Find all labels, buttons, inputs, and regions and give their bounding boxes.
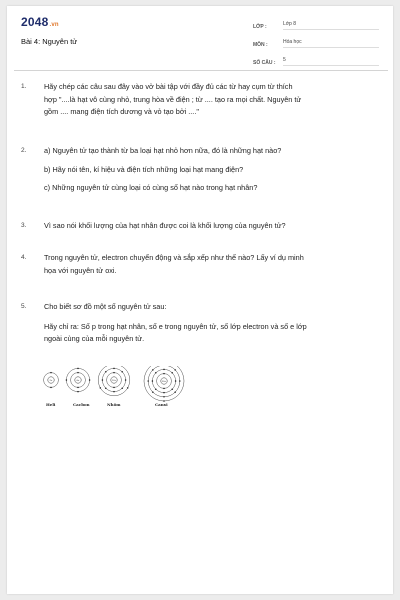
atom-electron	[155, 388, 157, 390]
question-number: 5.	[21, 303, 27, 310]
atom-nucleus-label: 13+	[112, 379, 116, 382]
worksheet-header	[7, 6, 393, 70]
atom-label-heli: Heli	[46, 402, 56, 407]
atom-electron	[163, 369, 165, 371]
question-number: 1.	[21, 83, 27, 90]
atom-electron	[174, 369, 176, 371]
meta-value: Hóa học	[283, 39, 379, 48]
question-part-c: c) Những nguyên tử cùng loại có cùng số hạt nào trong hạt nhân?	[44, 183, 258, 193]
atom-1	[66, 368, 91, 393]
atom-electron	[163, 396, 165, 398]
lesson-title: Bài 4: Nguyên tử	[21, 37, 78, 46]
atom-electron	[66, 379, 68, 381]
atom-electron	[163, 392, 165, 394]
atom-electron	[113, 372, 115, 374]
atom-electron	[121, 371, 123, 373]
atom-electron	[171, 372, 173, 374]
question-body	[44, 81, 374, 119]
site-logo[interactable]	[21, 15, 59, 29]
atom-electron	[125, 379, 127, 381]
atom-nucleus-label: 20+	[162, 380, 166, 383]
meta-table	[253, 16, 379, 70]
meta-label: SỐ CÂU :	[253, 60, 276, 66]
question-body	[44, 252, 374, 277]
atom-electron	[152, 369, 154, 371]
question-part-a: a) Nguyên tử tạo thành từ ba loại hạt nhỏ hơn nữa, đó là những hạt nào?	[44, 146, 282, 155]
meta-row-class	[253, 16, 379, 30]
atom-electron	[179, 380, 181, 382]
atom-electron	[152, 391, 154, 393]
atom-label-cacbon: Cacbon	[73, 402, 90, 407]
atom-label-canxi: Canxi	[155, 402, 168, 407]
atom-electron	[127, 387, 128, 389]
atom-electron	[105, 371, 107, 373]
atom-electron	[152, 380, 154, 382]
atom-electron	[155, 372, 157, 374]
atom-electron	[113, 387, 115, 389]
question-line: họa với nguyên tử oxi.	[44, 265, 117, 275]
atom-electron	[121, 387, 123, 389]
atom-electron	[50, 387, 52, 389]
question-number: 3.	[21, 222, 27, 229]
question-line: Cho biết sơ đồ một số nguyên tử sau:	[44, 302, 167, 311]
atom-nucleus-label: 6+	[76, 379, 80, 382]
atom-electron	[50, 372, 52, 374]
meta-row-count	[253, 52, 379, 66]
atom-electron	[174, 391, 176, 393]
atom-electron	[77, 387, 79, 389]
header-divider	[14, 70, 388, 71]
question-number: 2.	[21, 147, 27, 154]
atom-electron	[163, 373, 165, 375]
worksheet-page	[7, 6, 393, 594]
question-line: gồm .... mang điện tích dương và vỏ tạo bởi ...."	[44, 107, 199, 117]
meta-row-subject	[253, 34, 379, 48]
question-body	[44, 145, 374, 195]
question-line: ngoài cùng của mỗi nguyên tử.	[44, 334, 145, 344]
atom-nucleus-label: 2+	[49, 379, 53, 382]
atom-electron	[171, 388, 173, 390]
question-subpart	[44, 321, 374, 346]
atom-diagrams	[42, 366, 202, 414]
meta-label: MÔN :	[253, 42, 268, 48]
atom-label-nhom: Nhôm	[107, 402, 121, 407]
atom-2	[98, 366, 130, 396]
atom-electron	[77, 368, 79, 370]
question-body	[44, 220, 374, 233]
meta-label: LỚP :	[253, 24, 267, 30]
question-line: hợp "....là hạt vô cùng nhỏ, trung hòa về điện ; từ .... tạo ra mọi chất. Nguyên tử	[44, 94, 302, 104]
atom-electron	[77, 372, 79, 374]
atom-electron	[113, 368, 115, 370]
atom-0	[44, 372, 59, 388]
question-line: Vì sao nói khối lượng của hạt nhân được coi là khối lượng của nguyên tử?	[44, 221, 286, 230]
atom-electron	[102, 379, 104, 381]
logo-suffix: .vn	[49, 22, 59, 28]
meta-value: 5	[283, 57, 379, 66]
question-body	[44, 301, 374, 346]
atom-electron	[163, 388, 165, 390]
question-part-b: b) Hãy nói tên, kí hiệu và điện tích những loại hạt mang điện?	[44, 164, 244, 174]
question-line: Hãy chép các câu sau đây vào vở bài tập với đầy đủ các từ hay cụm từ thích	[44, 82, 293, 91]
question-line: Trong nguyên tử, electron chuyển động và sắp xếp như thế nào? Lấy ví dụ minh	[44, 253, 304, 262]
atom-electron	[89, 379, 91, 381]
atom-electron	[147, 380, 149, 382]
atom-electron	[175, 380, 177, 382]
atom-electron	[105, 387, 107, 389]
atom-electron	[77, 391, 79, 393]
logo-text: 2048	[21, 15, 49, 29]
atom-3	[144, 366, 184, 402]
meta-value: Lớp 8	[283, 21, 379, 30]
question-line: Hãy chỉ ra: Số p trong hạt nhân, số e trong nguyên tử, số lớp electron và số e lớp	[44, 321, 307, 331]
question-number: 4.	[21, 254, 27, 261]
atom-electron	[113, 391, 115, 393]
atom-electron	[100, 387, 102, 389]
